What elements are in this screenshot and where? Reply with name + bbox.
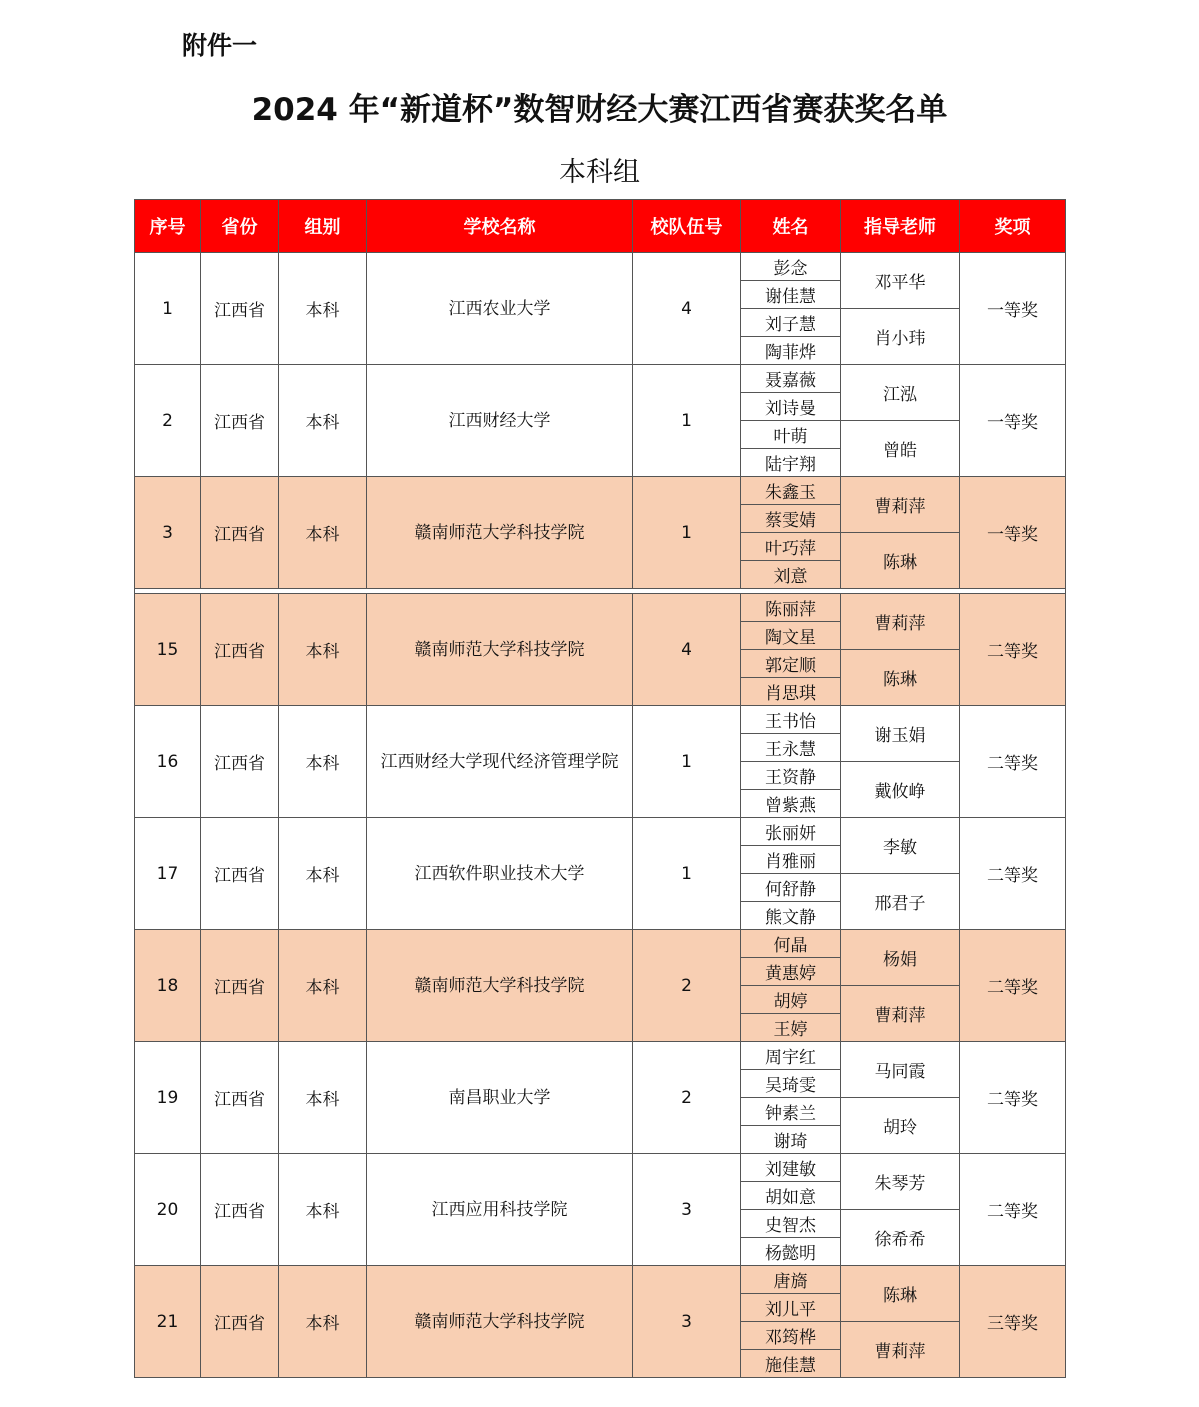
cell-school: 南昌职业大学: [367, 1042, 633, 1154]
cell-teacher: 曹莉萍: [841, 594, 960, 650]
header-teacher: 指导老师: [841, 200, 960, 253]
table-row-group: [135, 930, 1066, 1042]
cell-student-name: 张丽妍: [741, 818, 841, 846]
cell-student-name: 王永慧: [741, 734, 841, 762]
cell-teacher: 曾皓: [841, 421, 960, 477]
cell-student-name: 邓筠桦: [741, 1322, 841, 1350]
cell-student-name: 谢琦: [741, 1126, 841, 1154]
cell-team: 2: [633, 1042, 741, 1154]
cell-province: 江西省: [201, 365, 279, 477]
cell-school: 赣南师范大学科技学院: [367, 930, 633, 1042]
table-row: [135, 706, 1066, 734]
cell-teacher: 曹莉萍: [841, 1322, 960, 1378]
table-row: [135, 1154, 1066, 1182]
cell-award: 二等奖: [960, 594, 1066, 706]
cell-team: 4: [633, 594, 741, 706]
cell-group: 本科: [279, 930, 367, 1042]
cell-student-name: 刘建敏: [741, 1154, 841, 1182]
cell-team: 1: [633, 706, 741, 818]
cell-group: 本科: [279, 594, 367, 706]
cell-teacher: 肖小玮: [841, 309, 960, 365]
cell-student-name: 肖雅丽: [741, 846, 841, 874]
cell-student-name: 陈丽萍: [741, 594, 841, 622]
cell-province: 江西省: [201, 1154, 279, 1266]
table-row: [135, 594, 1066, 622]
page-subtitle: 本科组: [559, 157, 640, 188]
cell-award: 三等奖: [960, 1266, 1066, 1378]
cell-student-name: 史智杰: [741, 1210, 841, 1238]
cell-no: 19: [135, 1042, 201, 1154]
table-row-group: [135, 594, 1066, 706]
cell-province: 江西省: [201, 477, 279, 589]
header-name: 姓名: [741, 200, 841, 253]
cell-student-name: 谢佳慧: [741, 281, 841, 309]
cell-school: 赣南师范大学科技学院: [367, 594, 633, 706]
header-group: 组别: [279, 200, 367, 253]
cell-no: 17: [135, 818, 201, 930]
cell-school: 赣南师范大学科技学院: [367, 477, 633, 589]
cell-student-name: 吴琦雯: [741, 1070, 841, 1098]
table-row: [135, 253, 1066, 281]
cell-student-name: 刘诗曼: [741, 393, 841, 421]
cell-teacher: 江泓: [841, 365, 960, 421]
cell-award: 二等奖: [960, 930, 1066, 1042]
cell-student-name: 郭定顺: [741, 650, 841, 678]
cell-award: 一等奖: [960, 477, 1066, 589]
table-row-group: [135, 477, 1066, 589]
cell-teacher: 陈琳: [841, 650, 960, 706]
cell-no: 15: [135, 594, 201, 706]
cell-teacher: 戴攸峥: [841, 762, 960, 818]
table-row: [135, 1266, 1066, 1294]
cell-no: 20: [135, 1154, 201, 1266]
cell-school: 江西财经大学: [367, 365, 633, 477]
cell-student-name: 朱鑫玉: [741, 477, 841, 505]
table-row-group: [135, 706, 1066, 818]
cell-student-name: 周宇红: [741, 1042, 841, 1070]
cell-school: 江西应用科技学院: [367, 1154, 633, 1266]
cell-student-name: 黄惠婷: [741, 958, 841, 986]
table-row: [135, 818, 1066, 846]
cell-student-name: 杨懿明: [741, 1238, 841, 1266]
cell-school: 江西软件职业技术大学: [367, 818, 633, 930]
cell-award: 二等奖: [960, 818, 1066, 930]
cell-student-name: 王婷: [741, 1014, 841, 1042]
cell-province: 江西省: [201, 594, 279, 706]
header-award: 奖项: [960, 200, 1066, 253]
cell-student-name: 胡婷: [741, 986, 841, 1014]
table-row-group: [135, 1042, 1066, 1154]
cell-student-name: 聂嘉薇: [741, 365, 841, 393]
cell-no: 18: [135, 930, 201, 1042]
cell-group: 本科: [279, 253, 367, 365]
cell-student-name: 何晶: [741, 930, 841, 958]
cell-province: 江西省: [201, 1266, 279, 1378]
cell-teacher: 谢玉娟: [841, 706, 960, 762]
cell-teacher: 曹莉萍: [841, 986, 960, 1042]
table-row-group: [135, 365, 1066, 477]
cell-teacher: 徐希希: [841, 1210, 960, 1266]
cell-province: 江西省: [201, 818, 279, 930]
cell-award: 二等奖: [960, 1042, 1066, 1154]
cell-group: 本科: [279, 706, 367, 818]
cell-team: 2: [633, 930, 741, 1042]
cell-no: 2: [135, 365, 201, 477]
cell-student-name: 施佳慧: [741, 1350, 841, 1378]
cell-teacher: 陈琳: [841, 1266, 960, 1322]
cell-teacher: 邢君子: [841, 874, 960, 930]
attachment-label: 附件一: [182, 31, 258, 60]
cell-student-name: 叶萌: [741, 421, 841, 449]
cell-teacher: 朱琴芳: [841, 1154, 960, 1210]
cell-teacher: 邓平华: [841, 253, 960, 309]
header-province: 省份: [201, 200, 279, 253]
cell-team: 3: [633, 1266, 741, 1378]
cell-student-name: 熊文静: [741, 902, 841, 930]
table-row: [135, 365, 1066, 393]
cell-group: 本科: [279, 818, 367, 930]
cell-student-name: 肖思琪: [741, 678, 841, 706]
table-row-group: [135, 818, 1066, 930]
cell-school: 江西财经大学现代经济管理学院: [367, 706, 633, 818]
table-row-group: [135, 253, 1066, 365]
cell-province: 江西省: [201, 1042, 279, 1154]
cell-teacher: 马同霞: [841, 1042, 960, 1098]
cell-student-name: 刘儿平: [741, 1294, 841, 1322]
awards-table: [134, 199, 1066, 1378]
cell-student-name: 王书怡: [741, 706, 841, 734]
cell-student-name: 唐旖: [741, 1266, 841, 1294]
cell-team: 3: [633, 1154, 741, 1266]
cell-province: 江西省: [201, 930, 279, 1042]
cell-province: 江西省: [201, 253, 279, 365]
cell-group: 本科: [279, 1154, 367, 1266]
cell-student-name: 陶菲烨: [741, 337, 841, 365]
cell-student-name: 刘子慧: [741, 309, 841, 337]
table-row: [135, 930, 1066, 958]
cell-group: 本科: [279, 1266, 367, 1378]
table-row-group: [135, 1154, 1066, 1266]
cell-no: 1: [135, 253, 201, 365]
cell-no: 16: [135, 706, 201, 818]
cell-student-name: 刘意: [741, 561, 841, 589]
cell-student-name: 何舒静: [741, 874, 841, 902]
table-row-group: [135, 1266, 1066, 1378]
cell-teacher: 李敏: [841, 818, 960, 874]
cell-no: 3: [135, 477, 201, 589]
cell-team: 4: [633, 253, 741, 365]
cell-team: 1: [633, 477, 741, 589]
cell-team: 1: [633, 818, 741, 930]
cell-no: 21: [135, 1266, 201, 1378]
cell-student-name: 叶巧萍: [741, 533, 841, 561]
cell-teacher: 胡玲: [841, 1098, 960, 1154]
cell-group: 本科: [279, 1042, 367, 1154]
cell-team: 1: [633, 365, 741, 477]
cell-award: 一等奖: [960, 365, 1066, 477]
cell-student-name: 王资静: [741, 762, 841, 790]
cell-student-name: 陆宇翔: [741, 449, 841, 477]
page-title: 2024 年“新道杯”数智财经大赛江西省赛获奖名单: [251, 92, 948, 128]
cell-award: 一等奖: [960, 253, 1066, 365]
table-header-row: [135, 200, 1066, 253]
cell-student-name: 胡如意: [741, 1182, 841, 1210]
cell-award: 二等奖: [960, 706, 1066, 818]
cell-teacher: 陈琳: [841, 533, 960, 589]
cell-group: 本科: [279, 477, 367, 589]
cell-student-name: 蔡雯婧: [741, 505, 841, 533]
cell-student-name: 陶文星: [741, 622, 841, 650]
cell-student-name: 钟素兰: [741, 1098, 841, 1126]
header-team: 校队伍号: [633, 200, 741, 253]
cell-student-name: 彭念: [741, 253, 841, 281]
cell-teacher: 杨娟: [841, 930, 960, 986]
table-row: [135, 477, 1066, 505]
cell-school: 赣南师范大学科技学院: [367, 1266, 633, 1378]
cell-teacher: 曹莉萍: [841, 477, 960, 533]
table-row: [135, 1042, 1066, 1070]
header-no: 序号: [135, 200, 201, 253]
cell-group: 本科: [279, 365, 367, 477]
cell-school: 江西农业大学: [367, 253, 633, 365]
cell-student-name: 曾紫燕: [741, 790, 841, 818]
cell-award: 二等奖: [960, 1154, 1066, 1266]
header-school: 学校名称: [367, 200, 633, 253]
cell-province: 江西省: [201, 706, 279, 818]
